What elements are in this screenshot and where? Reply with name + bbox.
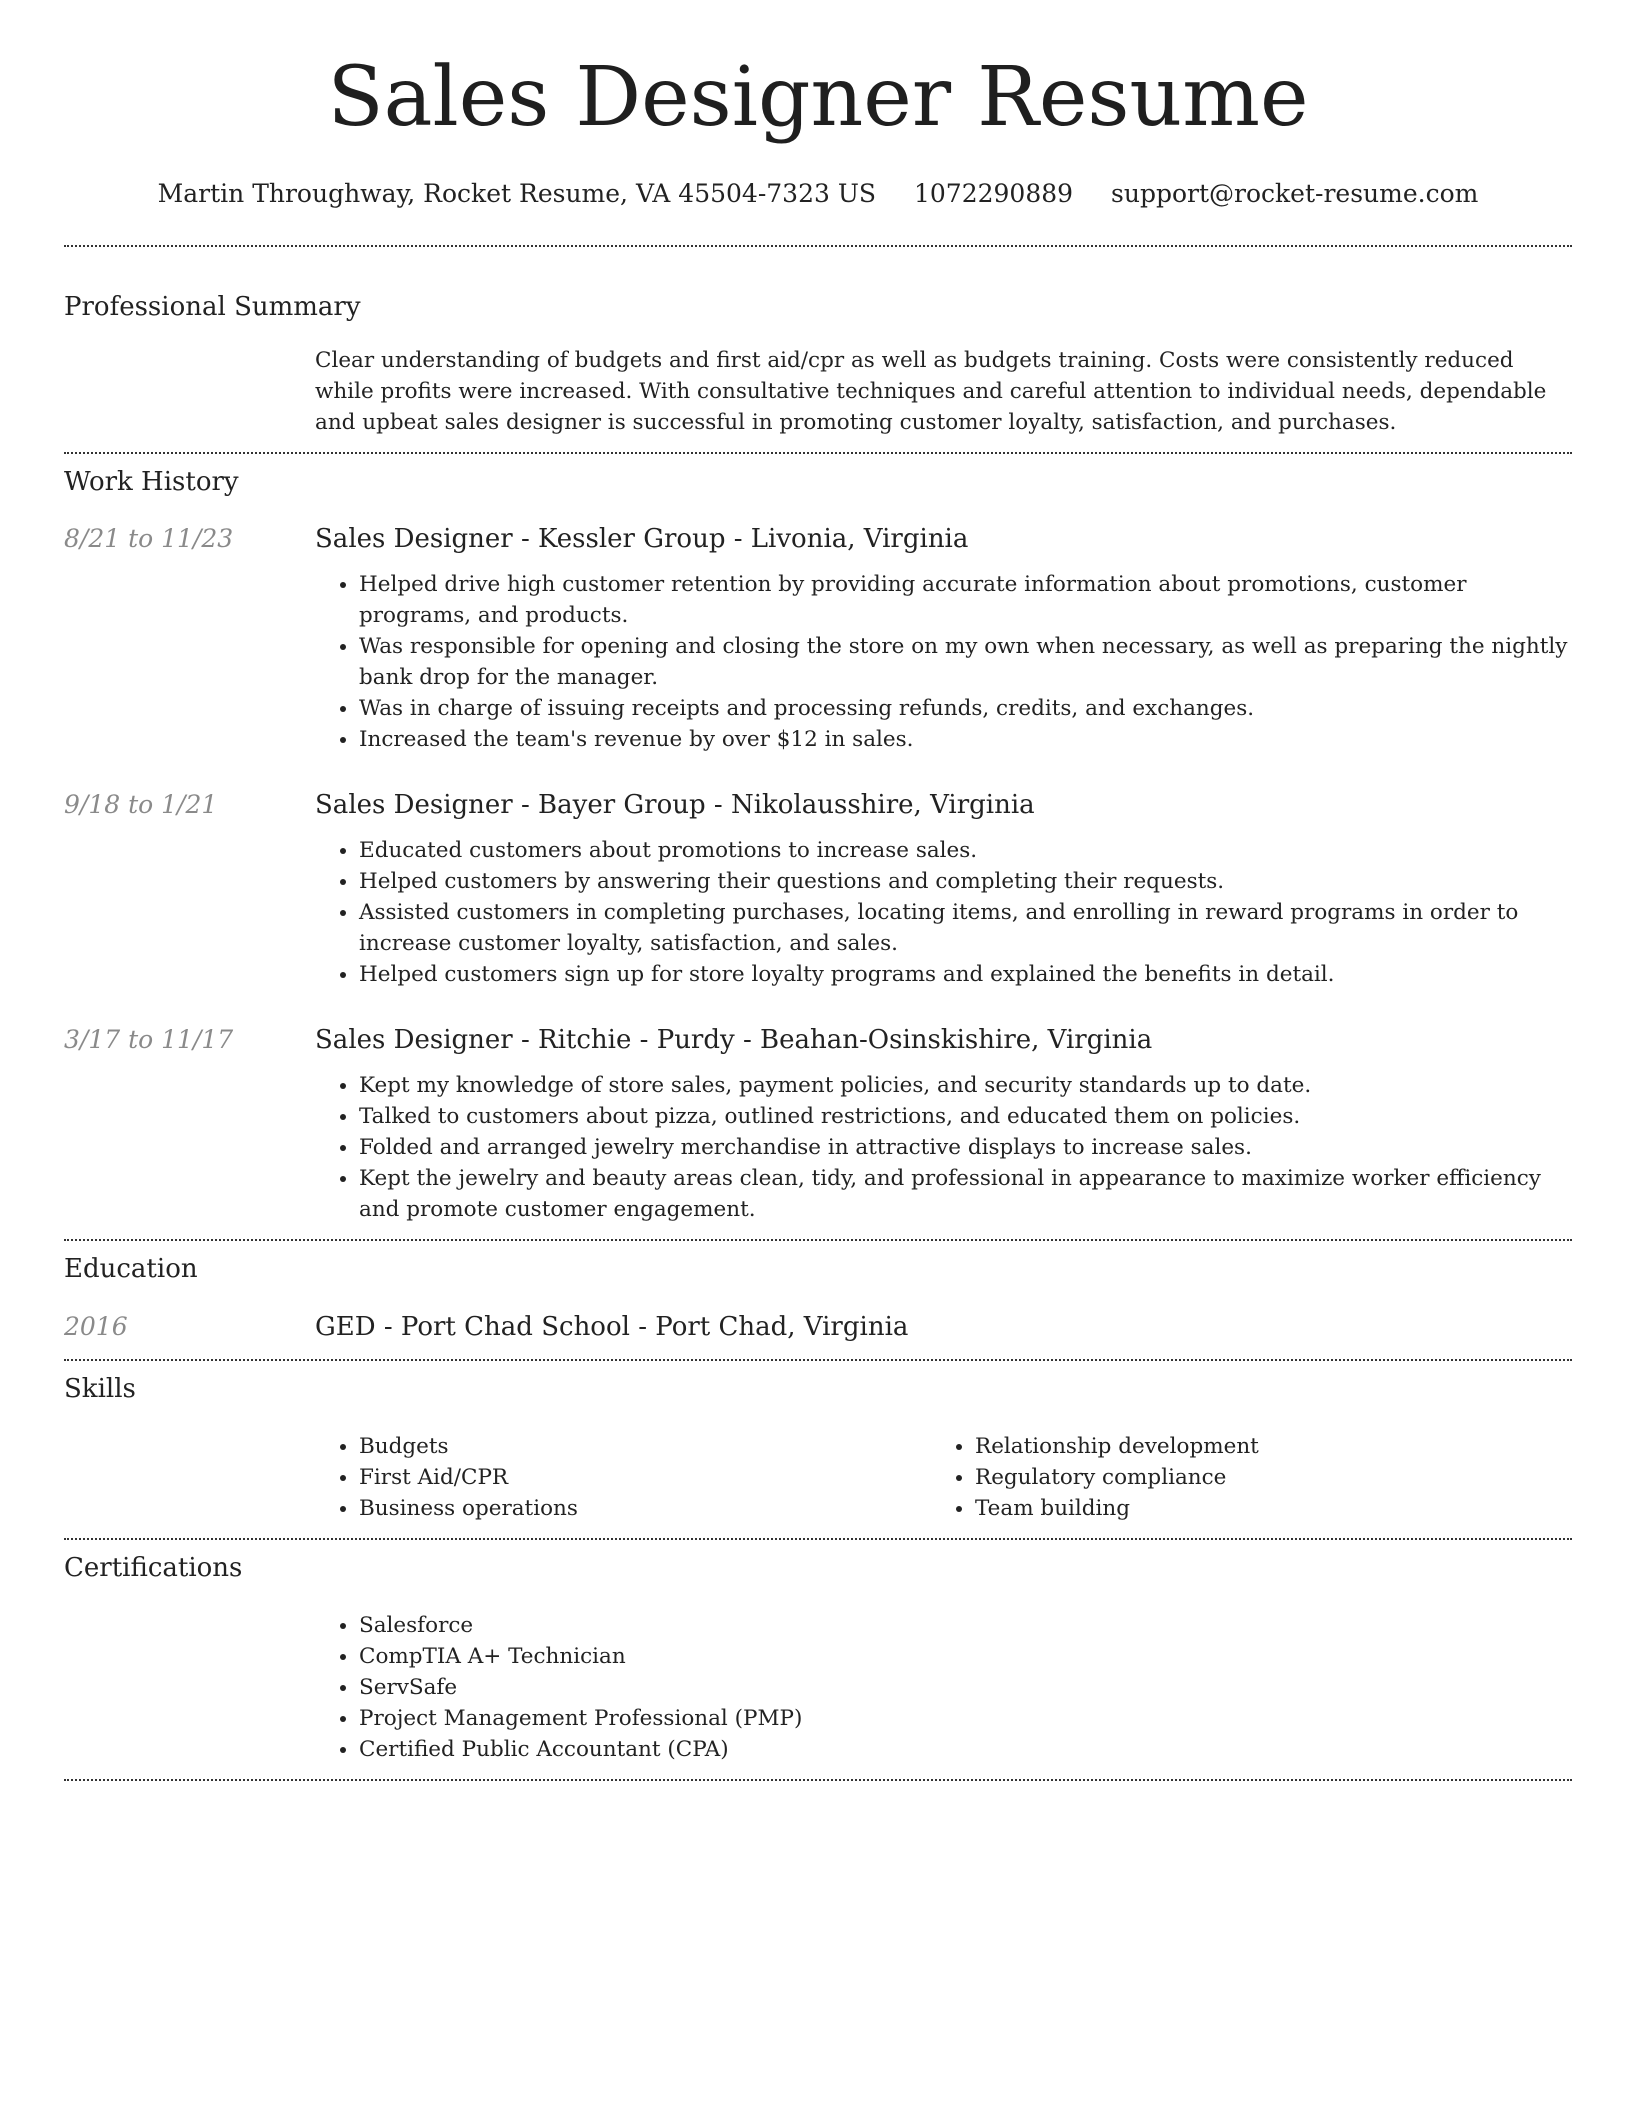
list-item: • Was in charge of issuing receipts and processing refunds, credits, and exchanges. [359,693,1572,724]
list-item: • Certified Public Accountant (CPA) [359,1734,1572,1765]
list-item: • CompTIA A+ Technician [359,1641,1572,1672]
divider [64,245,1572,247]
skills-grid [315,1431,1572,1524]
certifications-section [64,1552,1572,1779]
education-section [64,1253,1572,1343]
job-bullets [315,835,1572,990]
list-item: • Folded and arranged jewelry merchandise in attractive displays to increase sales. [359,1132,1572,1163]
skills-list-left [315,1431,931,1524]
divider [64,1359,1572,1361]
list-item: • Regulatory compliance [975,1462,1547,1493]
list-item: • ServSafe [359,1672,1572,1703]
divider [64,452,1572,454]
job-entry [64,789,1572,990]
certifications-heading: Certifications [64,1553,243,1583]
list-item: • First Aid/CPR [359,1462,931,1493]
list-item: • Team building [975,1493,1547,1524]
work-history-heading: Work History [64,467,239,497]
education-title: GED - Port Chad School - Port Chad, Virginia [315,1312,909,1342]
list-item: • Was responsible for opening and closing the store on my own when necessary, as well as preparing the nightly bank drop for the manager. [359,631,1572,693]
job-entry [64,1024,1572,1225]
skills-list-right [931,1431,1547,1524]
education-entry [64,1311,1572,1343]
job-title: Sales Designer - Bayer Group - Nikolausshire, Virginia [315,790,1035,820]
job-bullets [315,569,1572,755]
divider [64,1779,1572,1781]
job-dates: 3/17 to 11/17 [64,1025,234,1054]
job-title: Sales Designer - Kessler Group - Livonia, Virginia [315,524,969,554]
job-dates: 8/21 to 11/23 [64,524,234,553]
skills-heading: Skills [64,1374,136,1404]
list-item: • Project Management Professional (PMP) [359,1703,1572,1734]
summary-text: Clear understanding of budgets and first aid/cpr as well as budgets training. Costs were consistently reduced while profits were increased. With consultative techniques and careful attention to individual needs, dependable and upbeat sales designer is successful in promoting customer loyalty, satisfaction, and purchases. [315,348,1547,435]
divider [64,1538,1572,1540]
work-history-section [64,466,1572,1239]
education-heading: Education [64,1254,198,1284]
list-item: • Kept my knowledge of store sales, payment policies, and security standards up to date. [359,1070,1572,1101]
list-item: • Salesforce [359,1610,1572,1641]
list-item: • Increased the team's revenue by over $12 in sales. [359,724,1572,755]
certifications-list [315,1610,1572,1765]
list-item: • Educated customers about promotions to increase sales. [359,835,1572,866]
summary-section [64,291,1572,452]
summary-heading: Professional Summary [64,292,361,322]
job-title: Sales Designer - Ritchie - Purdy - Beahan-Osinskishire, Virginia [315,1025,1153,1055]
contact-line [64,178,1572,210]
list-item: • Helped drive high customer retention by providing accurate information about promotions, customer programs, and products. [359,569,1572,631]
skills-section [64,1373,1572,1538]
list-item: • Relationship development [975,1431,1547,1462]
list-item: • Helped customers by answering their questions and completing their requests. [359,866,1572,897]
job-dates: 9/18 to 1/21 [64,790,218,819]
list-item: • Talked to customers about pizza, outlined restrictions, and educated them on policies. [359,1101,1572,1132]
list-item: • Budgets [359,1431,931,1462]
job-bullets [315,1070,1572,1225]
divider [64,1239,1572,1241]
list-item: • Business operations [359,1493,931,1524]
education-date: 2016 [64,1312,128,1341]
resume-title: Sales Designer Resume [327,50,1309,145]
resume-page [64,0,1572,1781]
list-item: • Assisted customers in completing purchases, locating items, and enrolling in reward programs in order to increase customer loyalty, satisfaction, and sales. [359,897,1572,959]
contact-phone: 1072290889 [914,179,1074,208]
contact-address: Martin Throughway, Rocket Resume, VA 45504-7323 US [157,179,877,208]
list-item: • Kept the jewelry and beauty areas clean, tidy, and professional in appearance to maximize worker efficiency and promote customer engagement. [359,1163,1572,1225]
job-entry [64,523,1572,755]
contact-email: support@rocket-resume.com [1111,179,1479,208]
list-item: • Helped customers sign up for store loyalty programs and explained the benefits in detail. [359,959,1572,990]
